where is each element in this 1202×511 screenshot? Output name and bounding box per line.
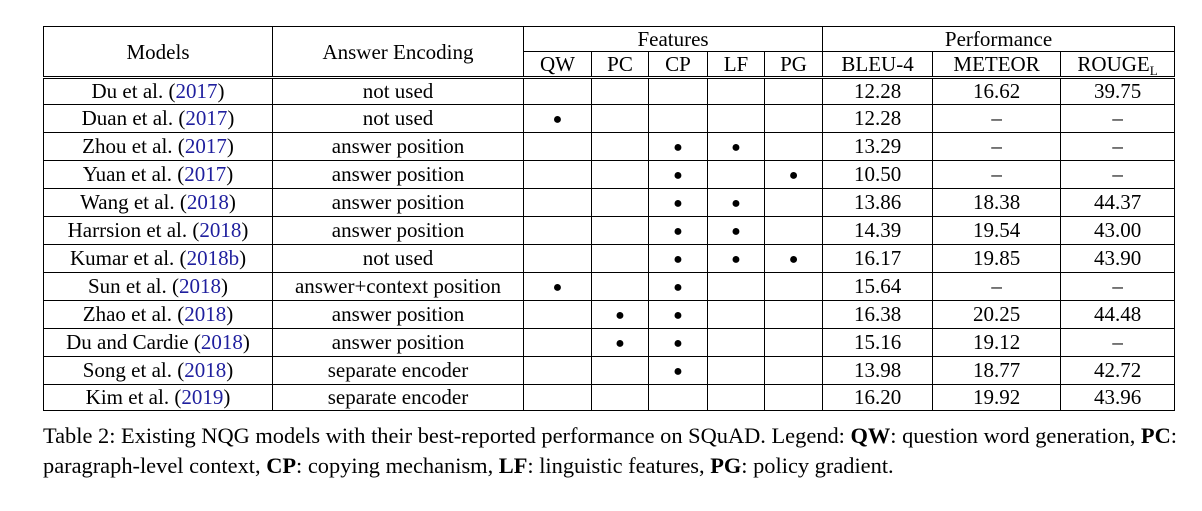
model-cell <box>44 356 273 384</box>
feature-pg-cell <box>765 272 823 300</box>
bleu-cell: 13.86 <box>823 188 933 216</box>
feature-lf-cell <box>708 272 765 300</box>
feature-qw-cell <box>524 160 592 188</box>
meteor-cell: 19.85 <box>933 244 1061 272</box>
legend-key: CP <box>266 453 297 478</box>
feature-dot-icon: ● <box>788 166 799 184</box>
feature-pc-cell <box>592 300 649 328</box>
header-feature-pg: PG <box>765 52 823 78</box>
table-row <box>44 78 1175 105</box>
feature-pg-cell <box>765 300 823 328</box>
legend-key: LF <box>498 453 528 478</box>
model-close-paren: ) <box>226 162 234 187</box>
feature-dot-icon: ● <box>673 138 683 156</box>
table-row <box>44 300 1175 328</box>
model-author: Zhou et al. ( <box>82 134 185 159</box>
feature-dot-icon: ● <box>673 250 683 268</box>
model-author: Du and Cardie ( <box>66 330 201 355</box>
feature-qw-cell <box>524 300 592 328</box>
model-cell <box>44 328 273 356</box>
model-cell <box>44 104 273 132</box>
citation-year-link[interactable]: 2018 <box>199 218 242 243</box>
feature-pc-cell <box>592 328 649 356</box>
feature-dot-icon: ● <box>731 194 741 212</box>
model-cell <box>44 384 273 410</box>
model-close-paren: ) <box>227 106 235 131</box>
feature-pc-cell <box>592 132 649 160</box>
answer-encoding-cell: answer+context position <box>273 272 524 300</box>
answer-encoding-cell: answer position <box>273 188 524 216</box>
bleu-cell: 15.16 <box>823 328 933 356</box>
citation-year-link[interactable]: 2018 <box>184 302 227 327</box>
feature-pg-cell <box>765 104 823 132</box>
bleu-cell: 16.17 <box>823 244 933 272</box>
model-author: Harrsion et al. ( <box>67 218 200 243</box>
feature-lf-cell <box>708 160 765 188</box>
model-author: Song et al. ( <box>82 358 185 383</box>
feature-lf-cell <box>708 328 765 356</box>
feature-cp-cell <box>649 328 708 356</box>
feature-dot-icon: ● <box>673 362 683 380</box>
model-close-paren: ) <box>239 246 247 271</box>
feature-lf-cell <box>708 216 765 244</box>
feature-cp-cell <box>649 132 708 160</box>
feature-lf-cell <box>708 78 765 105</box>
header-models: Models <box>44 27 273 78</box>
rouge-cell: 44.37 <box>1061 188 1175 216</box>
model-close-paren: ) <box>242 330 250 355</box>
bleu-cell: 12.28 <box>823 104 933 132</box>
feature-pg-cell <box>765 160 823 188</box>
answer-encoding-cell: answer position <box>273 300 524 328</box>
header-answer-encoding: Answer Encoding <box>273 27 524 78</box>
model-author: Kumar et al. ( <box>69 246 187 271</box>
header-features: Features <box>524 27 823 52</box>
feature-pg-cell <box>765 356 823 384</box>
rouge-cell: 43.00 <box>1061 216 1175 244</box>
table-row <box>44 160 1175 188</box>
model-cell <box>44 78 273 105</box>
answer-encoding-cell: answer position <box>273 132 524 160</box>
feature-qw-cell <box>524 104 592 132</box>
feature-lf-cell <box>708 244 765 272</box>
legend-description: : copying mechanism, <box>296 453 499 478</box>
answer-encoding-cell: not used <box>273 78 524 105</box>
feature-cp-cell <box>649 160 708 188</box>
feature-cp-cell <box>649 272 708 300</box>
feature-cp-cell <box>649 188 708 216</box>
meteor-cell: – <box>933 272 1061 300</box>
model-cell <box>44 300 273 328</box>
citation-year-link[interactable]: 2017 <box>185 106 228 131</box>
table-row <box>44 356 1175 384</box>
citation-year-link[interactable]: 2019 <box>181 385 224 410</box>
feature-lf-cell <box>708 104 765 132</box>
feature-qw-cell <box>524 244 592 272</box>
header-rouge-sub: L <box>1149 63 1158 78</box>
bleu-cell: 16.38 <box>823 300 933 328</box>
model-author: Kim et al. ( <box>85 385 182 410</box>
feature-dot-icon: ● <box>615 306 625 324</box>
meteor-cell: 19.12 <box>933 328 1061 356</box>
feature-dot-icon: ● <box>673 334 683 352</box>
model-cell <box>44 160 273 188</box>
header-feature-lf: LF <box>708 52 765 78</box>
feature-dot-icon: ● <box>673 222 683 240</box>
meteor-cell: 18.38 <box>933 188 1061 216</box>
feature-qw-cell <box>524 328 592 356</box>
header-feature-qw: QW <box>524 52 592 78</box>
feature-cp-cell <box>649 216 708 244</box>
model-close-paren: ) <box>217 79 225 104</box>
citation-year-link[interactable]: 2017 <box>184 134 227 159</box>
meteor-cell: – <box>933 132 1061 160</box>
model-author: Duan et al. ( <box>81 106 186 131</box>
header-feature-pc: PC <box>592 52 649 78</box>
table-row <box>44 272 1175 300</box>
rouge-cell: – <box>1061 104 1175 132</box>
feature-cp-cell <box>649 244 708 272</box>
legend-description: : question word generation, <box>890 423 1141 448</box>
feature-pc-cell <box>592 188 649 216</box>
feature-pg-cell <box>765 188 823 216</box>
citation-year-link[interactable]: 2018b <box>186 246 240 271</box>
table-row <box>44 384 1175 410</box>
bleu-cell: 15.64 <box>823 272 933 300</box>
table-row <box>44 328 1175 356</box>
table-row <box>44 216 1175 244</box>
answer-encoding-cell: separate encoder <box>273 384 524 410</box>
citation-year-link[interactable]: 2018 <box>184 358 227 383</box>
feature-pc-cell <box>592 272 649 300</box>
legend-key: PG <box>710 453 742 478</box>
meteor-cell: 20.25 <box>933 300 1061 328</box>
rouge-cell: 39.75 <box>1061 78 1175 105</box>
rouge-cell: 44.48 <box>1061 300 1175 328</box>
model-close-paren: ) <box>226 358 234 383</box>
feature-qw-cell <box>524 78 592 105</box>
meteor-cell: – <box>933 104 1061 132</box>
answer-encoding-cell: separate encoder <box>273 356 524 384</box>
feature-dot-icon: ● <box>552 278 563 296</box>
feature-dot-icon: ● <box>731 138 741 156</box>
feature-cp-cell <box>649 384 708 410</box>
meteor-cell: 18.77 <box>933 356 1061 384</box>
feature-dot-icon: ● <box>552 110 563 128</box>
feature-pc-cell <box>592 356 649 384</box>
feature-qw-cell <box>524 272 592 300</box>
legend-key: QW <box>850 423 891 448</box>
header-rouge-main: ROUGE <box>1077 52 1150 76</box>
model-cell <box>44 244 273 272</box>
feature-cp-cell <box>649 78 708 105</box>
bleu-cell: 14.39 <box>823 216 933 244</box>
table-row <box>44 244 1175 272</box>
table-row <box>44 188 1175 216</box>
feature-pc-cell <box>592 384 649 410</box>
feature-pg-cell <box>765 132 823 160</box>
feature-dot-icon: ● <box>673 166 683 184</box>
feature-dot-icon: ● <box>731 250 741 268</box>
feature-qw-cell <box>524 216 592 244</box>
results-table <box>43 26 1175 411</box>
rouge-cell: – <box>1061 272 1175 300</box>
model-author: Sun et al. ( <box>88 274 179 299</box>
bleu-cell: 12.28 <box>823 78 933 105</box>
meteor-cell: 19.92 <box>933 384 1061 410</box>
model-close-paren: ) <box>226 302 234 327</box>
answer-encoding-cell: answer position <box>273 216 524 244</box>
citation-year-link[interactable]: 2017 <box>184 162 227 187</box>
feature-cp-cell <box>649 300 708 328</box>
feature-dot-icon: ● <box>615 334 625 352</box>
citation-year-link[interactable]: 2018 <box>178 274 221 299</box>
model-author: Zhao et al. ( <box>82 302 185 327</box>
bleu-cell: 16.20 <box>823 384 933 410</box>
table-row <box>44 132 1175 160</box>
bleu-cell: 13.29 <box>823 132 933 160</box>
citation-year-link[interactable]: 2018 <box>186 190 229 215</box>
bleu-cell: 10.50 <box>823 160 933 188</box>
legend-key: PC <box>1140 423 1171 448</box>
feature-cp-cell <box>649 356 708 384</box>
answer-encoding-cell: answer position <box>273 160 524 188</box>
feature-lf-cell <box>708 356 765 384</box>
model-author: Wang et al. ( <box>80 190 187 215</box>
model-cell <box>44 188 273 216</box>
header-bleu: BLEU-4 <box>823 52 933 78</box>
legend-description: : paragraph-level context, <box>43 423 1177 478</box>
model-author: Du et al. ( <box>91 79 176 104</box>
model-close-paren: ) <box>223 385 231 410</box>
feature-lf-cell <box>708 188 765 216</box>
meteor-cell: 16.62 <box>933 78 1061 105</box>
feature-lf-cell <box>708 132 765 160</box>
rouge-cell: 43.90 <box>1061 244 1175 272</box>
feature-lf-cell <box>708 384 765 410</box>
feature-dot-icon: ● <box>788 250 799 268</box>
table-row <box>44 104 1175 132</box>
meteor-cell: – <box>933 160 1061 188</box>
feature-pg-cell <box>765 78 823 105</box>
rouge-cell: – <box>1061 160 1175 188</box>
table-body <box>44 78 1175 411</box>
feature-qw-cell <box>524 356 592 384</box>
caption-prefix: Table 2: Existing NQG models with their best-reported performance on SQuAD. Legend: <box>43 423 851 448</box>
model-cell <box>44 132 273 160</box>
feature-dot-icon: ● <box>673 194 683 212</box>
header-meteor: METEOR <box>933 52 1061 78</box>
feature-dot-icon: ● <box>673 306 683 324</box>
feature-qw-cell <box>524 188 592 216</box>
bleu-cell: 13.98 <box>823 356 933 384</box>
legend-description: : policy gradient. <box>741 453 894 478</box>
citation-year-link[interactable]: 2018 <box>200 330 243 355</box>
feature-pc-cell <box>592 216 649 244</box>
feature-qw-cell <box>524 384 592 410</box>
feature-pc-cell <box>592 244 649 272</box>
rouge-cell: – <box>1061 132 1175 160</box>
answer-encoding-cell: not used <box>273 244 524 272</box>
feature-pg-cell <box>765 244 823 272</box>
model-author: Yuan et al. ( <box>82 162 185 187</box>
citation-year-link[interactable]: 2017 <box>175 79 218 104</box>
header-performance: Performance <box>823 27 1175 52</box>
feature-pg-cell <box>765 384 823 410</box>
feature-qw-cell <box>524 132 592 160</box>
feature-pg-cell <box>765 328 823 356</box>
model-close-paren: ) <box>220 274 228 299</box>
feature-cp-cell <box>649 104 708 132</box>
answer-encoding-cell: answer position <box>273 328 524 356</box>
table-caption <box>43 421 1177 481</box>
answer-encoding-cell: not used <box>273 104 524 132</box>
model-close-paren: ) <box>228 190 236 215</box>
feature-dot-icon: ● <box>731 222 741 240</box>
feature-pc-cell <box>592 78 649 105</box>
rouge-cell: 42.72 <box>1061 356 1175 384</box>
model-close-paren: ) <box>226 134 234 159</box>
feature-pg-cell <box>765 216 823 244</box>
model-close-paren: ) <box>241 218 249 243</box>
rouge-cell: 43.96 <box>1061 384 1175 410</box>
feature-pc-cell <box>592 160 649 188</box>
feature-dot-icon: ● <box>673 278 683 296</box>
rouge-cell: – <box>1061 328 1175 356</box>
model-cell <box>44 272 273 300</box>
feature-lf-cell <box>708 300 765 328</box>
feature-pc-cell <box>592 104 649 132</box>
legend-description: : linguistic features, <box>527 453 711 478</box>
model-cell <box>44 216 273 244</box>
meteor-cell: 19.54 <box>933 216 1061 244</box>
header-feature-cp: CP <box>649 52 708 78</box>
header-rouge <box>1061 52 1175 78</box>
